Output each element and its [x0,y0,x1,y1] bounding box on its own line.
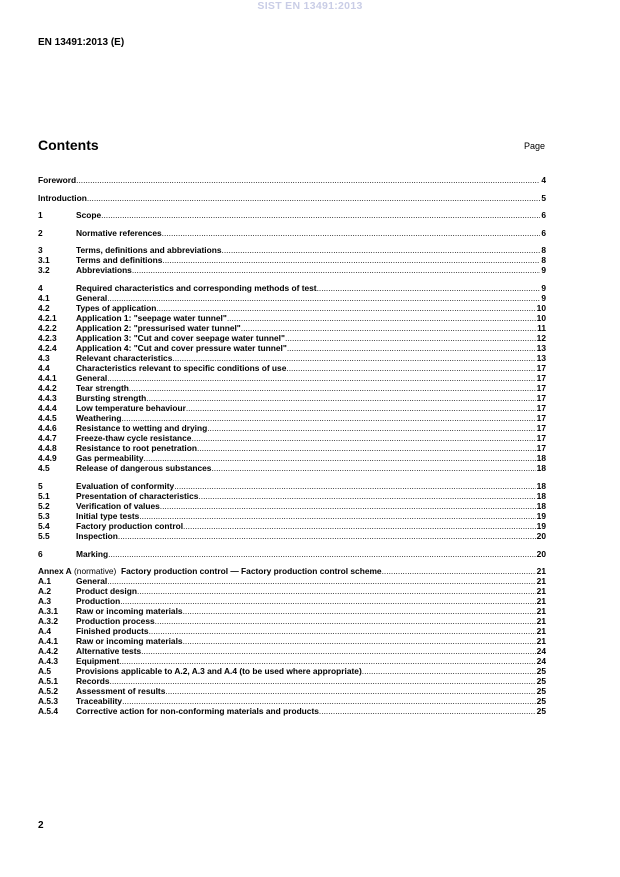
toc-entry-number: 1 [38,210,43,221]
toc-entry-number: 2 [38,227,43,238]
toc-entry-number: A.3 [38,596,52,607]
dot-leader [211,463,535,473]
toc-entry-number: 4.4.6 [38,423,57,434]
toc-entry[interactable] [38,501,546,511]
toc-entry-page: 17 [536,413,546,424]
toc-entry-number: A.5.4 [38,706,59,717]
dot-leader [286,363,535,373]
toc-entry[interactable] [38,463,546,473]
toc-entry-page: 8 [541,255,546,266]
toc-entry-title: Scope [76,210,102,221]
toc-entry-title: Low temperature behaviour [76,403,186,414]
toc-entry-number: 5.1 [38,490,50,501]
toc-entry[interactable] [38,576,546,586]
dot-leader [87,193,540,203]
toc-entry-title: Bursting strength [76,393,147,404]
dot-leader [121,413,535,423]
toc-entry-page: 21 [536,576,546,587]
toc-entry-page: 25 [536,676,546,687]
toc-entry-title: Factory production control [76,521,184,532]
toc-entry[interactable] [38,265,546,275]
toc-entry-title: Product design [76,586,137,597]
dot-leader [132,265,540,275]
toc-entry-title: Relevant characteristics [76,353,173,364]
toc-entry-page: 25 [536,666,546,677]
toc-entry-title: Application 2: "pressurised water tunnel" [76,323,241,334]
toc-entry-number: 4.2.4 [38,343,57,354]
toc-entry[interactable] [38,313,546,323]
toc-entry-title: Raw or incoming materials [76,606,183,617]
toc-entry-title: Verification of values [76,501,160,511]
toc-entry[interactable] [38,636,546,646]
toc-entry-number: 4.2.2 [38,323,57,334]
toc-entry-page: 18 [536,463,546,474]
toc-entry-title: Presentation of characteristics [76,490,199,501]
toc-entry-page: 17 [536,433,546,444]
toc-entry-number: 5.5 [38,531,50,542]
toc-entry-page: 25 [536,706,546,717]
toc-entry[interactable] [38,228,546,238]
toc-entry[interactable] [38,403,546,413]
toc-entry-number: 4.4.1 [38,373,57,384]
toc-entry[interactable] [38,433,546,443]
dot-leader [222,245,541,255]
toc-entry-page: 21 [536,636,546,647]
toc-entry-title: Annex A (normative) Factory production control — Factory production control scheme [38,566,382,577]
dot-leader [119,656,535,666]
toc-entry-title: General [76,373,108,384]
toc-entry-title: Types of application [76,303,157,314]
toc-entry[interactable] [38,626,546,636]
dot-leader [146,393,535,403]
toc-entry-title: Freeze-thaw cycle resistance [76,433,192,444]
toc-entry-number: 4.4.3 [38,393,57,404]
dot-leader [198,491,535,501]
dot-leader [108,549,536,559]
toc-entry-page: 20 [536,548,546,559]
toc-entry[interactable] [38,363,546,373]
toc-entry-title: Introduction [38,192,87,203]
toc-entry-title: Application 1: "seepage water tunnel" [76,313,227,324]
toc-entry-title: Finished products [76,626,149,637]
toc-entry[interactable] [38,423,546,433]
toc-entry-page: 18 [536,490,546,501]
toc-entry-title: Application 4: "Cut and cover pressure water tunnel" [76,343,287,354]
toc-entry[interactable] [38,676,546,686]
toc-entry-number: 3 [38,245,43,256]
toc-entry[interactable] [38,353,546,363]
toc-entry-page: 25 [536,696,546,707]
dot-leader [76,175,540,185]
toc-entry-page: 17 [536,383,546,394]
toc-entry-number: A.5.2 [38,686,59,697]
toc-entry[interactable] [38,666,546,676]
toc-entry-title: Characteristics relevant to specific conditions of use [76,363,287,374]
dot-leader [144,453,536,463]
toc-entry[interactable] [38,255,546,265]
toc-entry-page: 6 [541,227,546,238]
toc-entry[interactable] [38,413,546,423]
toc-entry-page: 18 [536,480,546,491]
toc-entry-title: Gas permeability [76,453,144,464]
dot-leader [165,686,535,696]
toc-entry-page: 17 [536,363,546,374]
toc-entry[interactable] [38,343,546,353]
toc-entry-number: 4.3 [38,353,50,364]
toc-entry[interactable] [38,606,546,616]
dot-leader [160,501,536,511]
toc-entry[interactable] [38,616,546,626]
dot-leader [129,383,536,393]
toc-entry-page: 13 [536,353,546,364]
toc-entry-title: Records [76,676,110,687]
dot-leader [183,606,536,616]
dot-leader [174,481,535,491]
toc-entry-page: 18 [536,453,546,464]
toc-entry[interactable] [38,323,546,333]
dot-leader [110,676,536,686]
toc-entry-title: Production process [76,616,155,627]
toc-entry-number: 4.4.2 [38,383,57,394]
toc-entry[interactable] [38,646,546,656]
toc-entry-title: Required characteristics and corresponding methods of test [76,283,317,294]
dot-leader [183,521,536,531]
toc-entry-title: Normative references [76,227,162,238]
toc-entry-number: A.5 [38,666,52,677]
toc-entry-page: 21 [536,616,546,627]
toc-entry[interactable] [38,175,546,185]
toc-entry-number: A.5.3 [38,696,59,707]
dot-leader [107,576,535,586]
toc-entry-page: 25 [536,686,546,697]
toc-entry-number: 5.2 [38,501,50,511]
toc-entry-number: A.4.2 [38,646,59,657]
dot-leader [317,283,541,293]
toc-entry-number: 4.1 [38,293,50,304]
dot-leader [156,303,535,313]
toc-entry-title: Assessment of results [76,686,166,697]
contents-title: Contents [38,137,99,153]
toc-entry-page: 17 [536,443,546,454]
toc-entry[interactable] [38,245,546,255]
toc-entry-page: 17 [536,423,546,434]
toc-entry-title: General [76,576,108,587]
toc-entry-page: 21 [536,626,546,637]
toc-entry-number: A.1 [38,576,52,587]
toc-entry-page: 24 [536,656,546,667]
dot-leader [155,616,536,626]
toc-entry-page: 21 [536,596,546,607]
toc-entry-page: 18 [536,501,546,511]
toc-entry-page: 4 [541,175,546,185]
toc-entry-page: 19 [536,511,546,522]
toc-entry[interactable] [38,210,546,220]
toc-entry[interactable] [38,656,546,666]
toc-entry-number: 4.4 [38,363,50,374]
toc-entry[interactable] [38,491,546,501]
toc-entry-page: 20 [536,531,546,542]
toc-entry-title: Application 3: "Cut and cover seepage water tunnel" [76,333,285,344]
toc-entry-title: Evaluation of conformity [76,480,175,491]
toc-entry-title: Raw or incoming materials [76,636,183,647]
toc-entry-page: 12 [536,333,546,344]
toc-entry-number: 4 [38,283,43,294]
toc-entry-number: 6 [38,548,43,559]
toc-entry-title: Production [76,596,121,607]
toc-entry-title: Abbreviations [76,265,132,276]
toc-entry[interactable] [38,586,546,596]
toc-entry-page: 21 [536,606,546,617]
dot-leader [149,626,536,636]
toc-entry-title: Terms and definitions [76,255,163,266]
dot-leader [120,596,535,606]
toc-entry-page: 9 [541,265,546,276]
toc-entry-page: 17 [536,403,546,414]
toc-entry-number: A.3.2 [38,616,59,627]
page-column-label: Page [524,141,546,151]
toc-entry-number: 5 [38,480,43,491]
watermark: SIST EN 13491:2013 [257,0,363,12]
dot-leader [285,333,536,343]
table-of-contents [38,175,546,717]
toc-entry-title: Initial type tests [76,511,140,522]
toc-entry-title: Alternative tests [76,646,142,657]
dot-leader [241,323,536,333]
toc-entry[interactable] [38,481,546,491]
dot-leader [197,443,536,453]
toc-entry-page: 5 [541,192,546,203]
toc-entry-page: 10 [536,303,546,314]
toc-entry[interactable] [38,443,546,453]
toc-entry-page: 13 [536,343,546,354]
toc-entry-number: A.3.1 [38,606,59,617]
toc-entry[interactable] [38,511,546,521]
toc-entry-page: 24 [536,646,546,657]
toc-entry[interactable] [38,393,546,403]
toc-entry-title: Resistance to wetting and drying [76,423,208,434]
toc-entry[interactable] [38,383,546,393]
toc-entry-page: 17 [536,373,546,384]
toc-entry-number: 3.1 [38,255,50,266]
toc-entry-number: 4.5 [38,463,50,474]
toc-entry-number: 4.2.1 [38,313,57,324]
toc-entry-number: A.4.3 [38,656,59,667]
toc-entry[interactable] [38,521,546,531]
dot-leader [186,403,536,413]
toc-entry[interactable] [38,686,546,696]
toc-entry-number: 4.4.9 [38,453,57,464]
toc-entry-number: 5.3 [38,511,50,522]
toc-entry-number: 4.2.3 [38,333,57,344]
dot-leader [118,531,536,541]
page-number: 2 [38,820,44,831]
toc-entry[interactable] [38,696,546,706]
toc-entry-page: 11 [537,323,546,334]
toc-entry-number: A.4 [38,626,52,637]
toc-entry-page: 21 [536,566,546,577]
toc-entry-title: Weathering [76,413,122,424]
dot-leader [287,343,536,353]
toc-entry-number: 4.4.5 [38,413,57,424]
toc-entry-number: A.2 [38,586,52,597]
toc-entry[interactable] [38,549,546,559]
dot-leader [319,706,536,716]
toc-entry-page: 6 [541,210,546,221]
toc-entry[interactable] [38,373,546,383]
dot-leader [183,636,536,646]
toc-entry-number: 4.4.7 [38,433,57,444]
toc-entry-page: 8 [541,245,546,256]
toc-entry-title: Traceability [76,696,123,707]
toc-entry-page: 17 [536,393,546,404]
toc-entry[interactable] [38,283,546,293]
toc-entry-page: 9 [541,293,546,304]
dot-leader [162,228,541,238]
toc-entry-title: Resistance to root penetration [76,443,197,454]
dot-leader [207,423,535,433]
toc-entry-page: 21 [536,586,546,597]
toc-entry-title: Marking [76,548,109,559]
toc-entry[interactable] [38,293,546,303]
dot-leader [107,293,540,303]
toc-entry[interactable] [38,566,546,576]
toc-entry-title: Release of dangerous substances [76,463,212,474]
toc-entry-number: 4.4.8 [38,443,57,454]
toc-entry[interactable] [38,193,546,203]
toc-entry-title: Inspection [76,531,118,542]
toc-entry[interactable] [38,453,546,463]
toc-entry-page: 9 [541,283,546,294]
toc-entry[interactable] [38,333,546,343]
dot-leader [139,511,535,521]
toc-entry-title: General [76,293,108,304]
toc-entry[interactable] [38,706,546,716]
toc-entry-number: A.4.1 [38,636,59,647]
toc-entry-title: Corrective action for non-conforming materials and products [76,706,319,717]
dot-leader [137,586,536,596]
dot-leader [172,353,535,363]
toc-entry-page: 10 [536,313,546,324]
toc-entry[interactable] [38,596,546,606]
toc-entry-number: A.5.1 [38,676,59,687]
toc-entry-title: Foreword [38,175,77,185]
dot-leader [227,313,536,323]
dot-leader [101,210,540,220]
toc-entry-title: Tear strength [76,383,129,394]
toc-entry-number: 4.2 [38,303,50,314]
toc-entry-number: 3.2 [38,265,50,276]
dot-leader [141,646,536,656]
dot-leader [382,566,536,576]
toc-entry-title: Equipment [76,656,120,667]
toc-entry-title: Terms, definitions and abbreviations [76,245,222,256]
toc-entry[interactable] [38,531,546,541]
toc-entry-page: 19 [536,521,546,532]
toc-entry-number: 5.4 [38,521,50,532]
dot-leader [107,373,535,383]
dot-leader [122,696,536,706]
dot-leader [162,255,540,265]
dot-leader [191,433,535,443]
toc-entry-number: 4.4.4 [38,403,57,414]
toc-entry[interactable] [38,303,546,313]
dot-leader [362,666,536,676]
toc-entry-title: Provisions applicable to A.2, A.3 and A.4 (to be used where appropriate) [76,666,362,677]
standard-id: EN 13491:2013 (E) [38,37,125,48]
